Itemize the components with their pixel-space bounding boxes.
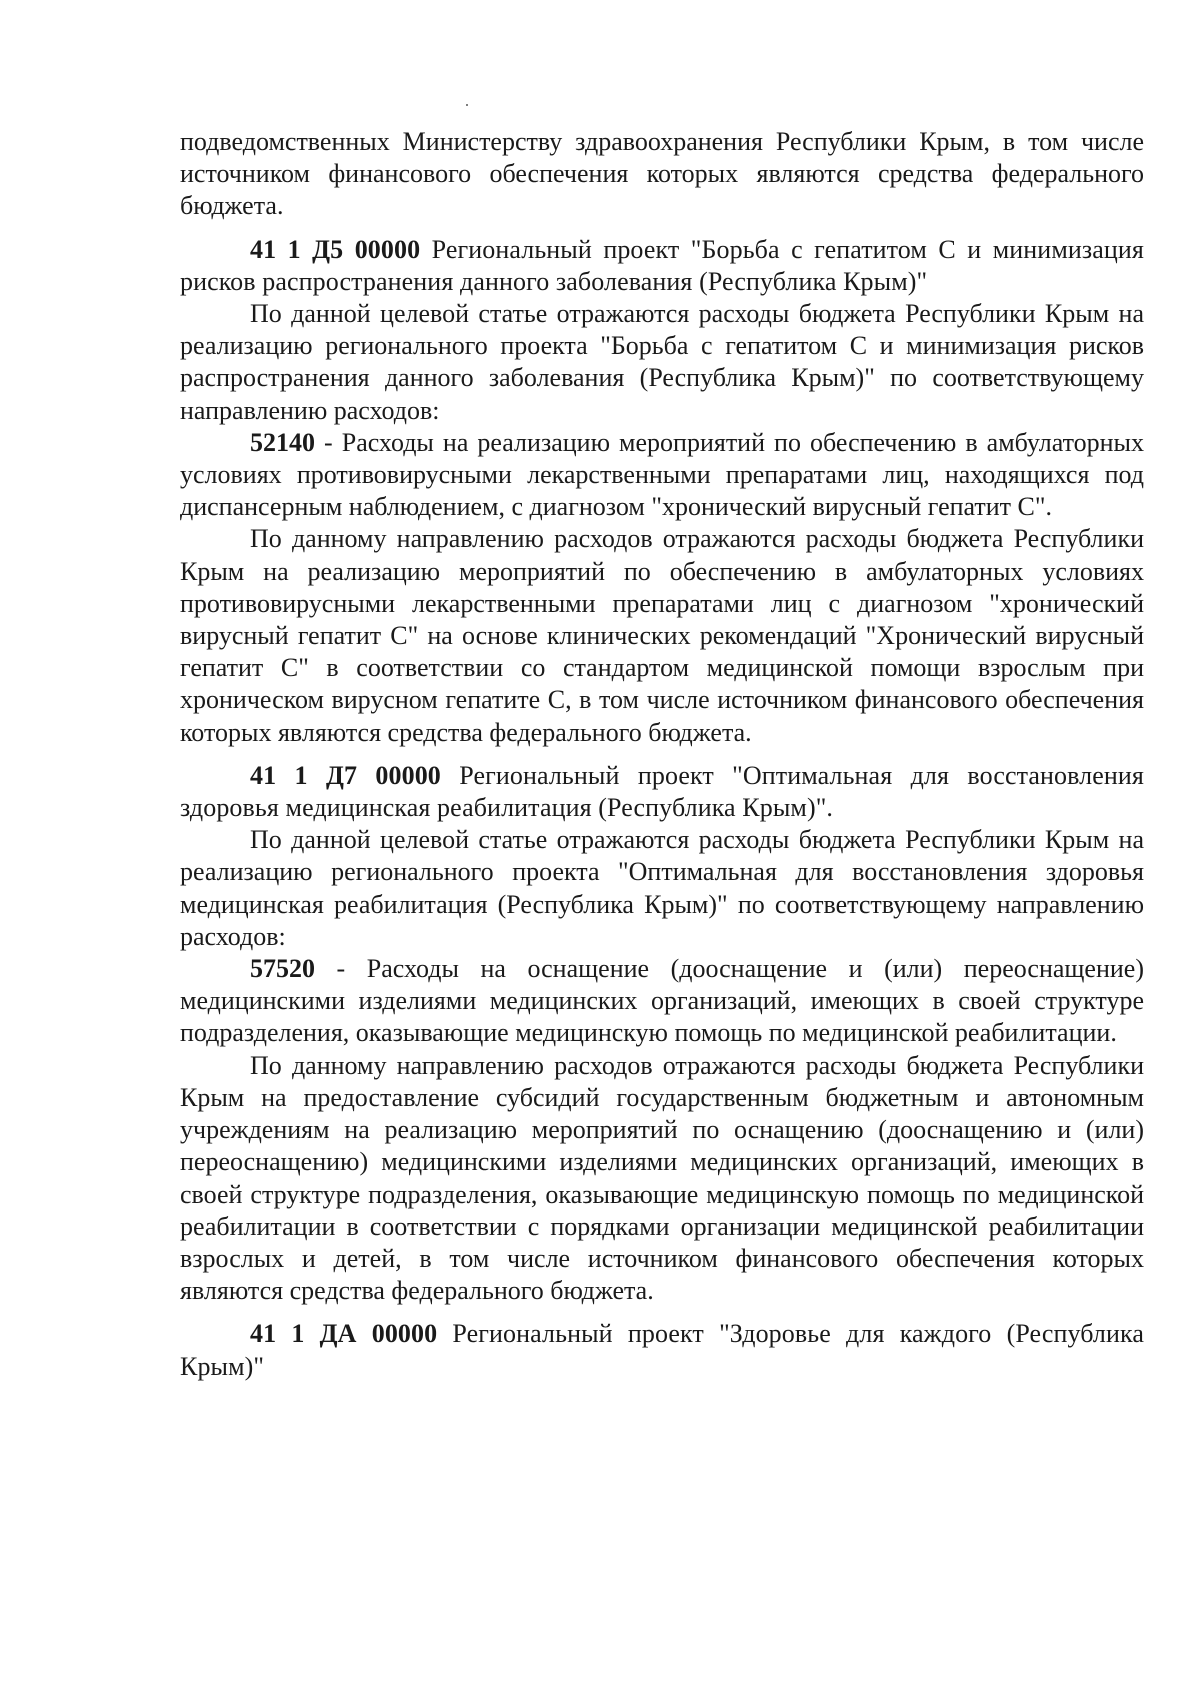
paragraph — [180, 1050, 1144, 1308]
paragraph-text: По данному направлению расходов отражаются расходы бюджета Республики Крым на реализацию мероприятий по обеспечению в амбулаторных условиях противовирусными лекарственными препаратами лиц с диагнозом "хронический вирусный гепатит С" на основе клинических рекомендаций "Хронический вирусный гепатит С" в соответствии со стандартом медицинской помощи взрослым при хроническом вирусном гепатите С, в том числе источником финансового обеспечения которых являются средства федерального бюджета. — [180, 524, 1144, 747]
target-article-heading — [180, 760, 1144, 824]
paragraph-text: По данной целевой статье отражаются расходы бюджета Республики Крым на реализацию регионального проекта "Оптимальная для восстановления здоровья медицинская реабилитация (Республика Крым)" по соответствующему направлению расходов: — [180, 825, 1144, 951]
paragraph — [180, 298, 1144, 427]
article-title: Региональный проект "Оптимальная для восстановления здоровья медицинская реабилитация (Республика Крым)". — [180, 760, 1144, 823]
paragraph — [180, 523, 1144, 748]
expense-direction — [180, 427, 1144, 524]
paragraph-continuation — [180, 126, 1144, 223]
target-article-heading — [180, 1318, 1144, 1382]
target-article-heading — [180, 234, 1144, 298]
article-code: 41 1 Д5 00000 — [250, 234, 421, 264]
article-code: 41 1 Д7 00000 — [250, 760, 441, 790]
article-title: Региональный проект "Борьба с гепатитом С и минимизация рисков распространения данного заболевания (Республика Крым)" — [180, 234, 1144, 296]
direction-text: - Расходы на оснащение (дооснащение и (или) переоснащение) медицинскими изделиями медицинских организаций, имеющих в своей структуре подразделения, оказывающие медицинскую помощь по медицинской реабилитации. — [180, 954, 1144, 1048]
paragraph-text: По данной целевой статье отражаются расходы бюджета Республики Крым на реализацию регионального проекта "Борьба с гепатитом С и минимизация рисков распространения данного заболевания (Республика Крым)" по соответствующему направлению расходов: — [180, 299, 1144, 425]
scan-speck — [466, 104, 468, 106]
paragraph — [180, 824, 1144, 953]
direction-code: 52140 — [250, 427, 315, 457]
paragraph-text: По данному направлению расходов отражаются расходы бюджета Республики Крым на предоставление субсидий государственным бюджетным и автономным учреждениям на реализацию мероприятий по оснащению (дооснащению и (или) переоснащению) медицинскими изделиями медицинских организаций, имеющих в своей структуре подразделения, оказывающие медицинскую помощь по медицинской реабилитации в соответствии с порядками организации медицинской реабилитации взрослых и детей, в том числе источником финансового обеспечения которых являются средства федерального бюджета. — [180, 1050, 1144, 1306]
document-body — [180, 126, 1144, 1383]
article-code: 41 1 ДА 00000 — [250, 1319, 438, 1349]
direction-code: 57520 — [250, 954, 315, 984]
article-title: Региональный проект "Здоровье для каждого (Республика Крым)" — [180, 1319, 1144, 1381]
expense-direction — [180, 953, 1144, 1050]
paragraph-text: подведомственных Министерству здравоохранения Республики Крым, в том числе источником финансового обеспечения которых являются средства федерального бюджета. — [180, 127, 1144, 221]
direction-text: - Расходы на реализацию мероприятий по обеспечению в амбулаторных условиях противовирусными лекарственными препаратами лиц, находящихся под диспансерным наблюдением, с диагнозом "хронический вирусный гепатит С". — [180, 427, 1144, 522]
